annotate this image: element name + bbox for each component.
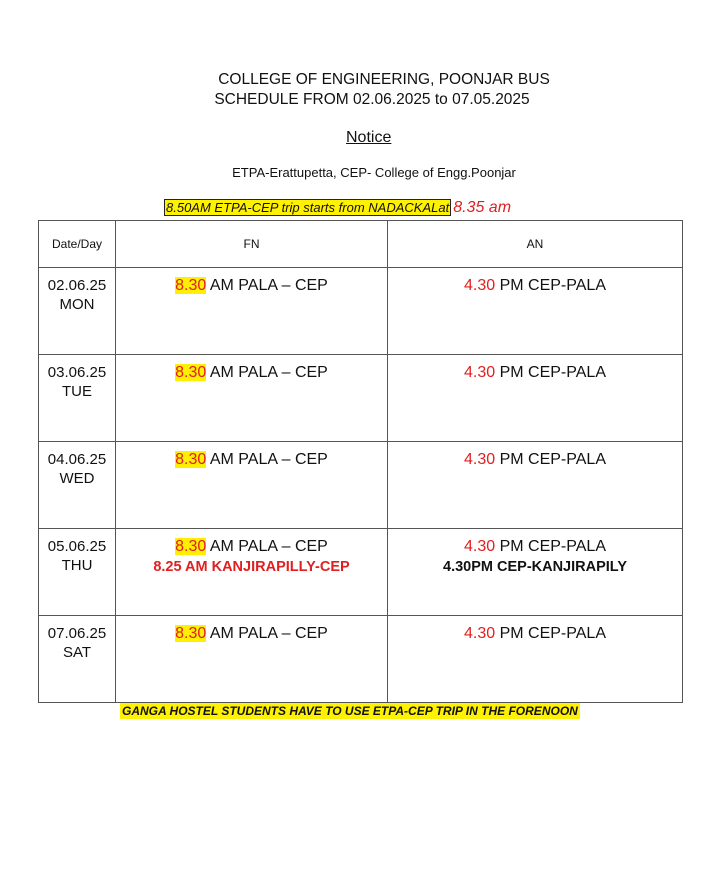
table-row xyxy=(39,442,683,529)
schedule-table xyxy=(38,220,683,703)
trip-start-note xyxy=(164,199,511,217)
date-value: 04.06.25 xyxy=(47,451,107,468)
day-value: THU xyxy=(61,557,93,574)
fn-route: AM PALA – CEP xyxy=(206,277,328,294)
day-value: MON xyxy=(59,296,95,313)
trip-note-highlight: 8.50AM ETPA-CEP trip starts from NADACKALat xyxy=(166,200,450,215)
an-cell xyxy=(388,616,683,703)
fn-route: AM PALA – CEP xyxy=(206,364,328,381)
date-cell xyxy=(39,355,116,442)
fn-route: AM PALA – CEP xyxy=(206,625,328,642)
table-row xyxy=(39,268,683,355)
an-time: 4.30 xyxy=(464,625,496,642)
notice-heading: Notice xyxy=(346,129,392,146)
table-row xyxy=(39,616,683,703)
an-route: PM CEP-PALA xyxy=(495,538,606,555)
fn-time: 8.30 xyxy=(175,451,207,468)
fn-cell xyxy=(116,268,388,355)
table-row xyxy=(39,529,683,616)
date-cell xyxy=(39,268,116,355)
fn-cell xyxy=(116,355,388,442)
an-cell xyxy=(388,529,683,616)
fn-route: AM PALA – CEP xyxy=(206,538,328,555)
an-route: PM CEP-PALA xyxy=(495,625,606,642)
fn-cell xyxy=(116,442,388,529)
date-cell xyxy=(39,616,116,703)
fn-route: AM PALA – CEP xyxy=(206,451,328,468)
an-extra-trip: 4.30PM CEP-KANJIRAPILY xyxy=(443,559,627,575)
date-value: 05.06.25 xyxy=(47,538,107,555)
day-value: TUE xyxy=(62,383,92,400)
an-time: 4.30 xyxy=(464,538,496,555)
trip-note-time: 8.35 am xyxy=(453,199,512,216)
title-line-2: SCHEDULE FROM 02.06.2025 to 07.05.2025 xyxy=(214,91,530,108)
fn-time: 8.30 xyxy=(175,625,207,642)
column-header-date: Date/Day xyxy=(39,221,116,268)
date-cell xyxy=(39,529,116,616)
date-cell xyxy=(39,442,116,529)
an-route: PM CEP-PALA xyxy=(495,277,606,294)
table-header-row xyxy=(39,221,683,268)
table-row xyxy=(39,355,683,442)
date-value: 02.06.25 xyxy=(47,277,107,294)
an-time: 4.30 xyxy=(464,451,496,468)
day-value: SAT xyxy=(62,644,92,661)
fn-time: 8.30 xyxy=(175,364,207,381)
fn-cell xyxy=(116,616,388,703)
hostel-students-note: GANGA HOSTEL STUDENTS HAVE TO USE ETPA-CEP TRIP IN THE FORENOON xyxy=(122,704,578,718)
column-header-fn: FN xyxy=(116,221,388,268)
an-time: 4.30 xyxy=(464,277,496,294)
column-header-an: AN xyxy=(388,221,683,268)
fn-time: 8.30 xyxy=(175,277,207,294)
an-cell xyxy=(388,442,683,529)
date-value: 07.06.25 xyxy=(47,625,107,642)
an-time: 4.30 xyxy=(464,364,496,381)
title-line-1: COLLEGE OF ENGINEERING, POONJAR BUS xyxy=(218,71,550,88)
date-value: 03.06.25 xyxy=(47,364,107,381)
day-value: WED xyxy=(59,470,95,487)
an-cell xyxy=(388,268,683,355)
abbreviations-note: ETPA-Erattupetta, CEP- College of Engg.Poonjar xyxy=(232,165,516,180)
an-route: PM CEP-PALA xyxy=(495,364,606,381)
fn-extra-trip: 8.25 AM KANJIRAPILLY-CEP xyxy=(153,559,350,575)
fn-cell xyxy=(116,529,388,616)
an-cell xyxy=(388,355,683,442)
fn-time: 8.30 xyxy=(175,538,207,555)
an-route: PM CEP-PALA xyxy=(495,451,606,468)
